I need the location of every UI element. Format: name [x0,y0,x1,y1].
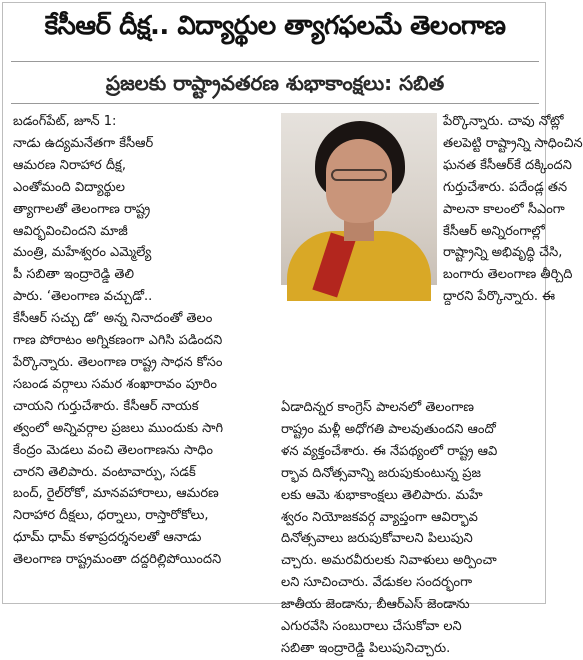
article-line: నిరాహార దీక్షలు, ధర్నాలు, రాస్తారోకోలు, [13,508,209,524]
article-line: మంత్రి, మహేశ్వరం ఎమ్మెల్యే [13,245,152,261]
subheadline: ప్రజలకు రాష్ట్రావతరణ శుభాకాంక్షలు: సబిత [105,71,445,95]
article-line: తెలంగాణ రాష్ట్రమంతా దద్దరిల్లిపోయిందని [13,552,222,568]
article-line: పీ సబితా ఇంద్రారెడ్డి తెలి [13,267,135,283]
article-line: ఎగురవేసి సంబురాలు చేసుకోవా లని [281,619,462,635]
article-line: ఆవిర్భవించిందని మాజీ [13,223,128,239]
article-line: నాడు ఉద్యమనేతగా కేసీఆర్ [13,135,154,151]
article-line: ఘనత కేసీఆర్‌కే దక్కిందని [443,157,572,173]
article-column-right-top [443,111,583,308]
article-line: ళన వ్యక్తంచేశారు. ఈ నేపథ్యంలో రాష్ట్ర ఆవి [281,443,498,459]
article-column-right-bottom [281,397,543,660]
headline-divider [11,61,539,62]
article-line: జాతీయ జెండాను, బీఆర్‌ఎస్ జెండాను [281,597,470,613]
article-line: లని సూచించారు. వేడుకల సందర్భంగా [281,575,473,591]
article-line: చ్చారు. అమరవీరులకు నివాళులు అర్పించా [281,553,497,569]
article-line: శ్వరం నియోజకవర్గ వ్యాప్తంగా ఆవిర్భావ [281,509,478,525]
article-line: పాలనా కాలంలో సీఎంగా [443,201,565,217]
article-line: పేర్కొన్నారు. చావు నోట్లో [443,114,564,129]
article-line: గాణ పోరాటం అగ్నికణంగా ఎగిసి పడిందని [13,333,223,349]
article-line: దినోత్సవాలు జరుపుకోవాలని పిలుపుని [281,531,473,547]
article-line: కేసీఆర్ అన్నిరంగాల్లో [443,223,545,239]
article-line: సబితా ఇంద్రారెడ్డి పిలుపునిచ్చారు. [281,640,451,656]
article-line: ఆమరణ నిరాహార దీక్ష, [13,157,126,173]
article-line: కేంద్రం మెడలు వంచి తెలంగాణను సాధిం [13,442,213,458]
article-line: తలపెట్టి రాష్ట్రాన్ని సాధించిన [443,135,583,151]
article-line: చారని తెలిపారు. వంటావార్పు, సడక్ [13,464,196,480]
article-line: రాష్ట్రాన్ని అభివృద్ధి చేసి, [443,245,563,261]
article-line: ఎంతోమంది విద్యార్థుల [13,179,125,195]
article-line: గుర్తుచేశారు. పదేండ్ల తన [443,179,568,195]
article-line: బంగారు తెలంగాణ తీర్చిది [443,267,573,283]
news-clipping [2,2,583,656]
article-column-left [13,111,271,571]
article-line: చాయని గుర్తుచేశారు. కేసీఆర్ నాయక [13,398,199,414]
article-line: ద్దారని పేర్కొన్నారు. ఈ [443,289,556,305]
article-line: పారు. ‘తెలంగాణ వచ్చుడో.. [13,289,153,305]
article-line: పేర్కొన్నారు. తెలంగాణ రాష్ట్ర సాధన కోసం [13,354,223,370]
portrait-photo [281,113,437,285]
article-line: కేసీఆర్ సచ్చు డో’ అన్న నినాదంతో తెలం [13,311,213,327]
article-line: ధూమ్ ధామ్ కళాప్రదర్శనలతో ఆనాడు [13,530,202,546]
article-line: ర్భావ దినోత్సవాన్ని జరుపుకుంటున్న ప్రజ [281,465,482,481]
article-line: ఏడాదిన్నర కాంగ్రెస్ పాలనలో తెలంగాణ [281,400,474,415]
article-line: రాష్ట్రం మళ్లీ అధోగతి పాలవుతుందని ఆందో [281,421,496,437]
article-line: సబండ వర్గాలు సమర శంఖారావం పూరిం [13,376,218,392]
article-line: త్యాగాలతో తెలంగాణ రాష్ట్ర [13,201,151,217]
article-line: బంద్, రైల్‌రోకో, మానవహారాలు, ఆమరణ [13,486,219,502]
article-line: లకు ఆమె శుభాకాంక్షలు తెలిపారు. మహే [281,487,483,503]
article-line: త్వంలో అన్నివర్గాల ప్రజలు ముందుకు సాగి [13,420,224,436]
headline: కేసీఆర్ దీక్ష.. విద్యార్థుల త్యాగఫలమే తెలంగాణ [44,11,506,41]
article-line: బడంగ్‌పేట్, జూన్ 1: [13,114,117,129]
subheadline-divider [11,103,539,104]
